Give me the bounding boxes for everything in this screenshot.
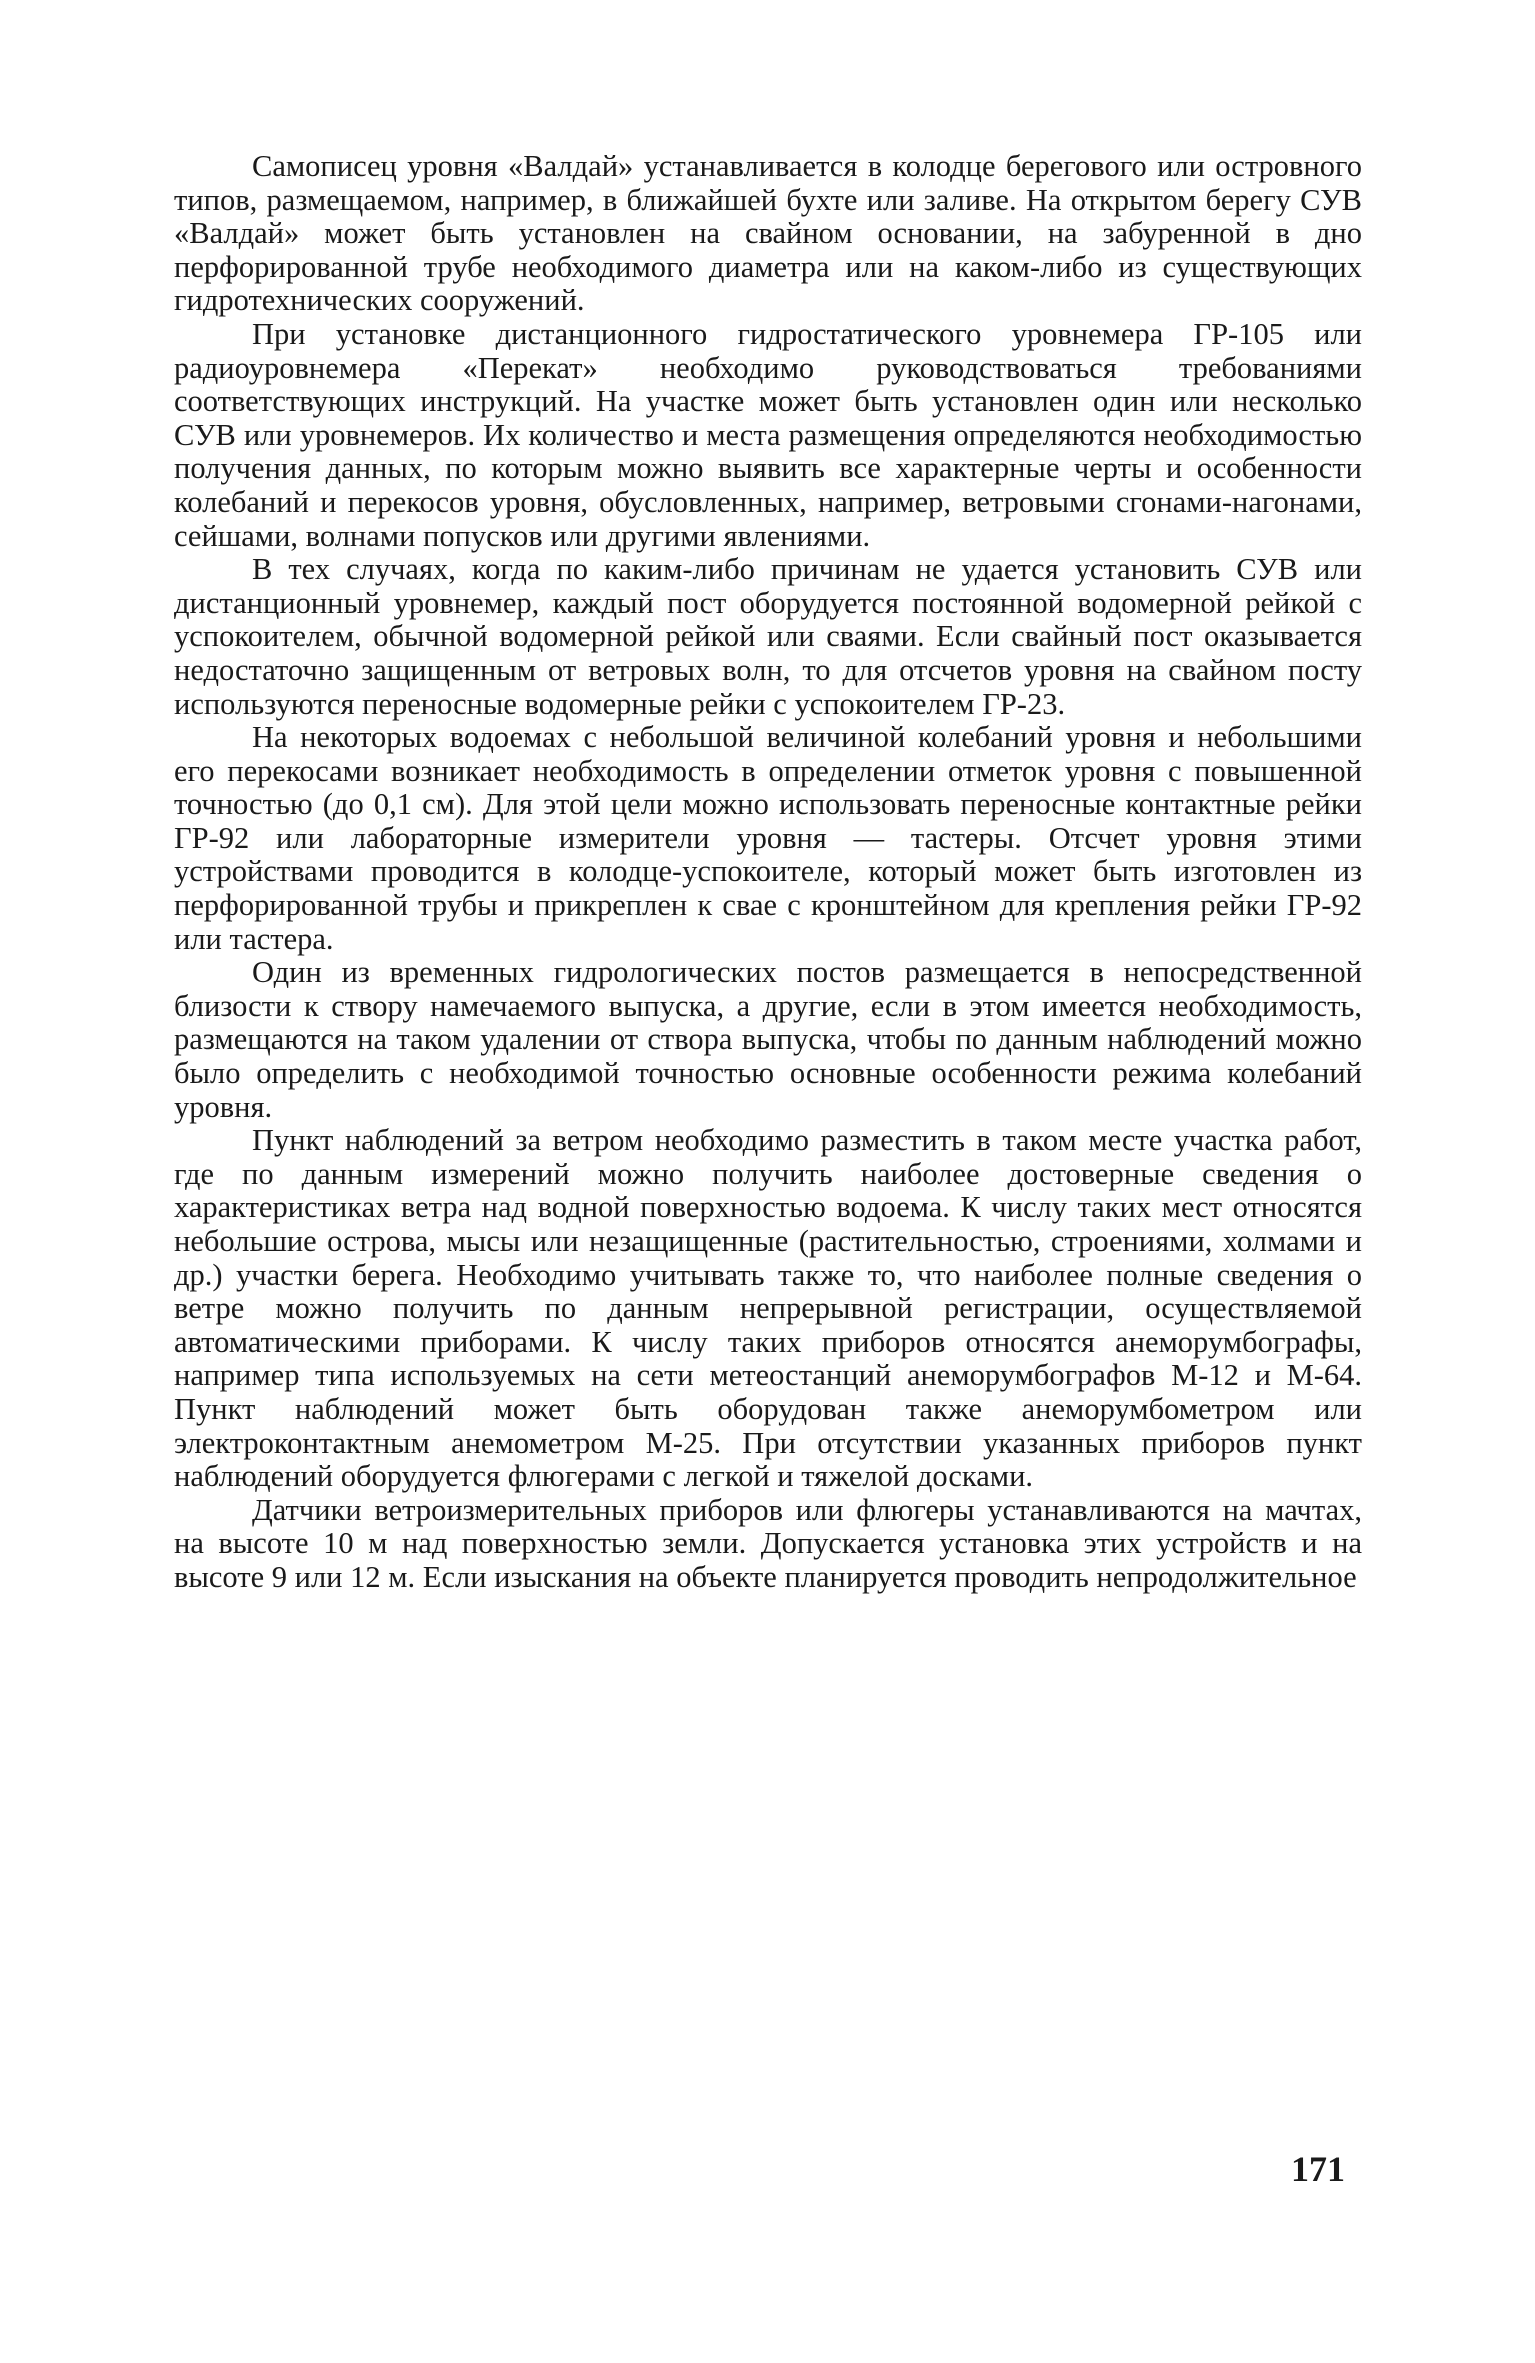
body-text <box>174 150 1362 1595</box>
paragraph-5: Один из временных гидрологических постов размещается в непосредственной близости к створу намечаемого выпуска, а другие, если в этом имеется необходимость, размещаются на таком удалении от створа выпуска, чтобы по данным наблюдений можно было определить с необходимой точностью основные особенности режима колебаний уровня. <box>174 955 1362 1124</box>
paragraph-3: В тех случаях, когда по каким-либо причинам не удается установить СУВ или дистанционный уровнемер, каждый пост оборудуется постоянной водомерной рейкой с успокоителем, обычной водомерной рейкой или сваями. Если свайный пост оказывается недостаточно защищенным от ветровых волн, то для отсчетов уровня на свайном посту используются переносные водомерные рейки с успокоителем ГР-23. <box>174 552 1362 721</box>
paragraph-7: Датчики ветроизмерительных приборов или флюгеры устанавливаются на мачтах, на высоте 10 м над поверхностью земли. Допускается установка этих устройств и на высоте 9 или 12 м. Если изыскания на объекте планируется проводить непродолжительное <box>174 1492 1362 1594</box>
paragraph-4: На некоторых водоемах с небольшой величиной колебаний уровня и небольшими его перекосами возникает необходимость в определении отметок уровня с повышенной точностью (до 0,1 см). Для этой цели можно использовать переносные контактные рейки ГР-92 или лабораторные измерители уровня — тастеры. Отсчет уровня этими устройствами проводится в колодце-успокоителе, который может быть изготовлен из перфорированной трубы и прикреплен к свае с кронштейном для крепления рейки ГР-92 или тастера. <box>174 720 1362 956</box>
paragraph-1: Самописец уровня «Валдай» устанавливается в колодце берегового или островного типов, размещаемом, например, в ближайшей бухте или заливе. На открытом берегу СУВ «Валдай» может быть установлен на свайном основании, на забуренной в дно перфорированной трубе необходимого диаметра или на каком-либо из существующих гидротехнических сооружений. <box>174 149 1362 318</box>
paragraph-2: При установке дистанционного гидростатического уровнемера ГР-105 или радиоуровнемера «Перекат» необходимо руководствоваться требованиями соответствующих инструкций. На участке может быть установлен один или несколько СУВ или уровнемеров. Их количество и места размещения определяются необходимостью получения данных, по которым можно выявить все характерные черты и особенности колебаний и перекосов уровня, обусловленных, например, ветровыми сгонами-нагонами, сейшами, волнами попусков или другими явлениями. <box>174 316 1362 553</box>
page-number: 171 <box>1291 2149 1345 2189</box>
paragraph-6: Пункт наблюдений за ветром необходимо разместить в таком месте участка работ, где по данным измерений можно получить наиболее достоверные сведения о характеристиках ветра над водной поверхностью водоема. К числу таких мест относятся небольшие острова, мысы или незащищенные (растительностью, строениями, холмами и др.) участки берега. Необходимо учитывать также то, что наиболее полные сведения о ветре можно получить по данным непрерывной регистрации, осуществляемой автоматическими приборами. К числу таких приборов относятся анеморумбографы, например типа используемых на сети метеостанций анеморумбографов М-12 и М-64. Пункт наблюдений может быть оборудован также анеморумбометром или электроконтактным анемометром М-25. При отсутствии указанных приборов пункт наблюдений оборудуется флюгерами с легкой и тяжелой досками. <box>174 1123 1362 1494</box>
